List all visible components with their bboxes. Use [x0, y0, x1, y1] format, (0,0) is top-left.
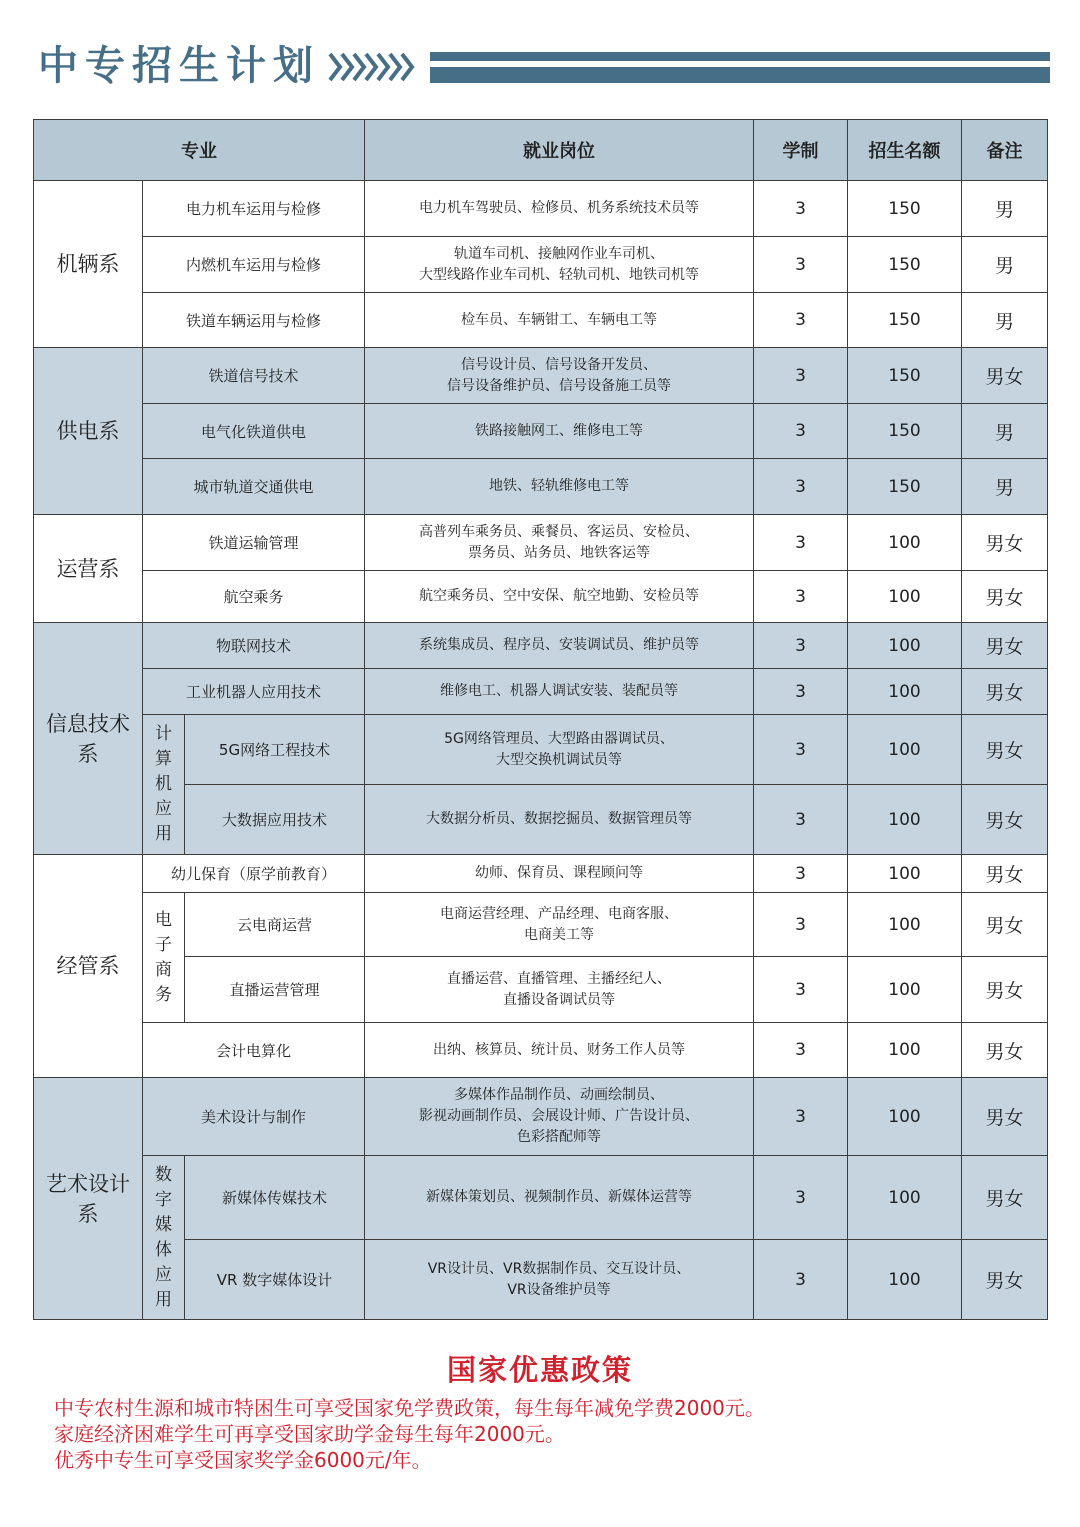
vertical-text: 计 算 机 应 用 [155, 724, 172, 844]
table-row [34, 785, 1048, 855]
years-cell: 3 [754, 459, 848, 515]
quota-cell: 100 [848, 571, 962, 623]
table-row [34, 571, 1048, 623]
note-cell: 男女 [962, 571, 1048, 623]
col-header-note: 备注 [962, 120, 1048, 181]
note-cell: 男女 [962, 348, 1048, 404]
major-cell: 铁道运输管理 [143, 515, 365, 571]
years-cell: 3 [754, 1156, 848, 1240]
major-cell: 物联网技术 [143, 623, 365, 669]
quota-cell: 150 [848, 348, 962, 404]
jobs-cell: 出纳、核算员、统计员、财务工作人员等 [365, 1023, 754, 1078]
note-cell: 男女 [962, 1023, 1048, 1078]
subgroup-label [143, 1156, 185, 1320]
quota-cell: 100 [848, 1156, 962, 1240]
quota-cell: 150 [848, 237, 962, 293]
jobs-cell: 铁路接触网工、维修电工等 [365, 404, 754, 459]
table-row [34, 623, 1048, 669]
years-cell: 3 [754, 1240, 848, 1320]
years-cell: 3 [754, 515, 848, 571]
table-row [34, 404, 1048, 459]
years-cell: 3 [754, 404, 848, 459]
jobs-cell: 地铁、轻轨维修电工等 [365, 459, 754, 515]
quota-cell: 150 [848, 404, 962, 459]
vertical-text: 数 字 媒 体 应 用 [155, 1164, 172, 1310]
department-cell: 供电系 [34, 348, 143, 515]
years-cell: 3 [754, 957, 848, 1023]
jobs-cell: 新媒体策划员、视频制作员、新媒体运营等 [365, 1156, 754, 1240]
major-cell: 铁道车辆运用与检修 [143, 293, 365, 348]
policy-title: 国家优惠政策 [446, 1353, 633, 1387]
policy-line: 家庭经济困难学生可再享受国家助学金每生每年2000元。 [54, 1422, 565, 1446]
major-cell: 电气化铁道供电 [143, 404, 365, 459]
note-cell: 男 [962, 404, 1048, 459]
note-cell: 男 [962, 237, 1048, 293]
note-cell: 男女 [962, 893, 1048, 957]
major-cell: 直播运营管理 [185, 957, 365, 1023]
quota-cell: 150 [848, 459, 962, 515]
table-header-row [34, 120, 1048, 181]
quota-cell: 100 [848, 1240, 962, 1320]
table-row [34, 957, 1048, 1023]
major-cell: 航空乘务 [143, 571, 365, 623]
note-cell: 男 [962, 293, 1048, 348]
major-cell: 会计电算化 [143, 1023, 365, 1078]
jobs-cell: 信号设计员、信号设备开发员、 信号设备维护员、信号设备施工员等 [365, 348, 754, 404]
note-cell: 男女 [962, 855, 1048, 893]
jobs-cell: 系统集成员、程序员、安装调试员、维护员等 [365, 623, 754, 669]
chevrons-right-icon [328, 50, 418, 84]
major-cell: 新媒体传媒技术 [185, 1156, 365, 1240]
note-cell: 男女 [962, 1078, 1048, 1156]
jobs-cell: VR设计员、VR数据制作员、交互设计员、 VR设备维护员等 [365, 1240, 754, 1320]
years-cell: 3 [754, 348, 848, 404]
table-row [34, 237, 1048, 293]
table-row [34, 893, 1048, 957]
col-header-quota: 招生名额 [848, 120, 962, 181]
subgroup-label [143, 893, 185, 1023]
table-row [34, 1023, 1048, 1078]
major-cell: VR 数字媒体设计 [185, 1240, 365, 1320]
major-cell: 铁道信号技术 [143, 348, 365, 404]
quota-cell: 100 [848, 715, 962, 785]
major-cell: 云电商运营 [185, 893, 365, 957]
quota-cell: 150 [848, 293, 962, 348]
col-header-jobs: 就业岗位 [365, 120, 754, 181]
page-title: 中专招生计划 [38, 43, 320, 89]
major-cell: 美术设计与制作 [143, 1078, 365, 1156]
note-cell: 男女 [962, 515, 1048, 571]
note-cell: 男 [962, 459, 1048, 515]
jobs-cell: 检车员、车辆钳工、车辆电工等 [365, 293, 754, 348]
years-cell: 3 [754, 1078, 848, 1156]
note-cell: 男女 [962, 1240, 1048, 1320]
note-cell: 男女 [962, 669, 1048, 715]
major-cell: 5G网络工程技术 [185, 715, 365, 785]
jobs-cell: 多媒体作品制作员、动画绘制员、 影视动画制作员、会展设计师、广告设计员、 色彩搭配师等 [365, 1078, 754, 1156]
quota-cell: 100 [848, 957, 962, 1023]
table-row [34, 459, 1048, 515]
quota-cell: 100 [848, 893, 962, 957]
table-row [34, 1240, 1048, 1320]
years-cell: 3 [754, 181, 848, 237]
table-row [34, 515, 1048, 571]
jobs-cell: 大数据分析员、数据挖掘员、数据管理员等 [365, 785, 754, 855]
vertical-text: 电 子 商 务 [155, 909, 172, 1005]
header-bar-thin [430, 52, 1050, 61]
note-cell: 男女 [962, 785, 1048, 855]
years-cell: 3 [754, 623, 848, 669]
page-header [0, 0, 1080, 110]
years-cell: 3 [754, 715, 848, 785]
subgroup-label [143, 715, 185, 855]
table-row [34, 715, 1048, 785]
enrollment-plan-table [33, 119, 1048, 1320]
jobs-cell: 维修电工、机器人调试安装、装配员等 [365, 669, 754, 715]
quota-cell: 100 [848, 623, 962, 669]
department-cell: 机辆系 [34, 181, 143, 348]
quota-cell: 100 [848, 785, 962, 855]
major-cell: 电力机车运用与检修 [143, 181, 365, 237]
quota-cell: 100 [848, 855, 962, 893]
col-header-years: 学制 [754, 120, 848, 181]
department-cell: 艺术设计 系 [34, 1078, 143, 1320]
quota-cell: 100 [848, 1023, 962, 1078]
header-bar-thick [430, 67, 1050, 83]
jobs-cell: 直播运营、直播管理、主播经纪人、 直播设备调试员等 [365, 957, 754, 1023]
table-row [34, 669, 1048, 715]
policy-list [54, 1395, 1054, 1473]
jobs-cell: 轨道车司机、接触网作业车司机、 大型线路作业车司机、轻轨司机、地铁司机等 [365, 237, 754, 293]
major-cell: 幼儿保育（原学前教育） [143, 855, 365, 893]
table-row [34, 348, 1048, 404]
years-cell: 3 [754, 855, 848, 893]
note-cell: 男女 [962, 1156, 1048, 1240]
department-cell: 经管系 [34, 855, 143, 1078]
years-cell: 3 [754, 785, 848, 855]
department-cell: 信息技术 系 [34, 623, 143, 855]
years-cell: 3 [754, 1023, 848, 1078]
major-cell: 工业机器人应用技术 [143, 669, 365, 715]
quota-cell: 100 [848, 1078, 962, 1156]
jobs-cell: 电商运营经理、产品经理、电商客服、 电商美工等 [365, 893, 754, 957]
table-row [34, 855, 1048, 893]
jobs-cell: 航空乘务员、空中安保、航空地勤、安检员等 [365, 571, 754, 623]
quota-cell: 100 [848, 515, 962, 571]
note-cell: 男女 [962, 715, 1048, 785]
note-cell: 男女 [962, 957, 1048, 1023]
jobs-cell: 5G网络管理员、大型路由器调试员、 大型交换机调试员等 [365, 715, 754, 785]
years-cell: 3 [754, 237, 848, 293]
quota-cell: 150 [848, 181, 962, 237]
jobs-cell: 幼师、保育员、课程顾问等 [365, 855, 754, 893]
jobs-cell: 高普列车乘务员、乘餐员、客运员、安检员、 票务员、站务员、地铁客运等 [365, 515, 754, 571]
quota-cell: 100 [848, 669, 962, 715]
table-row [34, 293, 1048, 348]
years-cell: 3 [754, 893, 848, 957]
col-header-major: 专业 [34, 120, 365, 181]
department-cell: 运营系 [34, 515, 143, 623]
jobs-cell: 电力机车驾驶员、检修员、机务系统技术员等 [365, 181, 754, 237]
major-cell: 大数据应用技术 [185, 785, 365, 855]
table-row [34, 1156, 1048, 1240]
note-cell: 男 [962, 181, 1048, 237]
table-row [34, 1078, 1048, 1156]
major-cell: 内燃机车运用与检修 [143, 237, 365, 293]
note-cell: 男女 [962, 623, 1048, 669]
major-cell: 城市轨道交通供电 [143, 459, 365, 515]
table-row [34, 181, 1048, 237]
years-cell: 3 [754, 293, 848, 348]
years-cell: 3 [754, 571, 848, 623]
years-cell: 3 [754, 669, 848, 715]
policy-line: 中专农村生源和城市特困生可享受国家免学费政策，每生每年减免学费2000元。 [54, 1396, 765, 1420]
policy-line: 优秀中专生可享受国家奖学金6000元/年。 [54, 1448, 432, 1472]
